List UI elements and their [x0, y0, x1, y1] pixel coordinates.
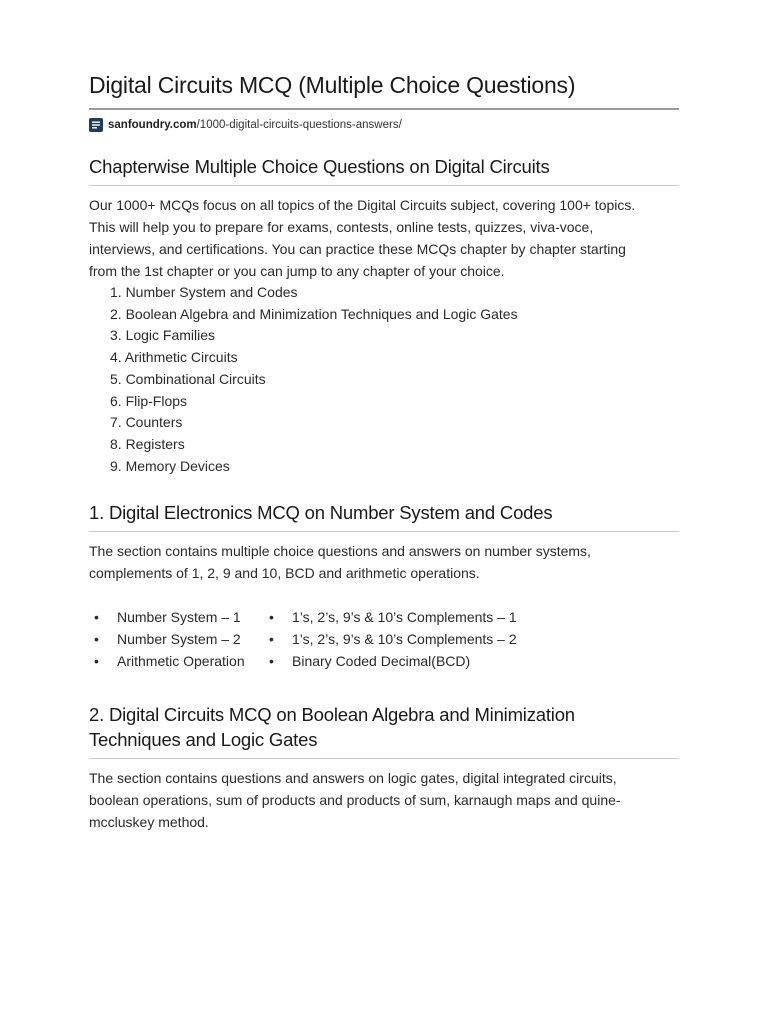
bullet-icon: • [269, 609, 274, 626]
intro-line: from the 1st chapter or you can jump to any chapter of your choice. [89, 263, 505, 279]
section1-topic-grid [89, 606, 679, 672]
topic-item[interactable] [264, 628, 517, 650]
section2-line: mccluskey method. [89, 814, 209, 831]
section1-paragraph [89, 540, 679, 584]
bullet-icon: • [269, 631, 274, 648]
title-divider [89, 108, 679, 110]
document-title: Digital Circuits MCQ (Multiple Choice Questions) [89, 72, 576, 98]
sanfoundry-logo-icon [89, 118, 103, 132]
chapter-link[interactable]: 9. Memory Devices [110, 457, 230, 474]
topic-item[interactable] [264, 650, 517, 672]
section1-divider [89, 531, 679, 532]
section2-paragraph [89, 767, 679, 833]
chapter-link[interactable]: 1. Number System and Codes [110, 284, 298, 300]
section2-heading [89, 702, 679, 752]
intro-divider [89, 185, 679, 186]
topic-column-right [264, 606, 517, 672]
section1-heading: 1. Digital Electronics MCQ on Number System and Codes [89, 502, 553, 524]
topic-link[interactable]: Binary Coded Decimal(BCD) [292, 653, 471, 670]
chapter-link[interactable]: 8. Registers [110, 435, 185, 452]
chapter-link[interactable]: 7. Counters [110, 414, 183, 431]
intro-line: interviews, and certifications. You can practice these MCQs chapter by chapter starting [89, 241, 626, 257]
section2-line: boolean operations, sum of products and products of sum, karnaugh maps and quine- [89, 792, 621, 809]
section2-heading-line: Techniques and Logic Gates [89, 729, 318, 751]
section2-line: The section contains questions and answers on logic gates, digital integrated circuits, [89, 770, 617, 787]
topic-link[interactable]: Arithmetic Operation [117, 653, 245, 670]
chapter-link[interactable]: 4. Arithmetic Circuits [110, 349, 238, 366]
source-domain[interactable]: sanfoundry.com [108, 119, 197, 131]
intro-heading: Chapterwise Multiple Choice Questions on Digital Circuits [89, 156, 550, 177]
intro-line: Our 1000+ MCQs focus on all topics of the Digital Circuits subject, covering 100+ topics. [89, 197, 636, 213]
bullet-icon: • [269, 653, 274, 670]
bullet-icon: • [94, 609, 99, 626]
chapter-link[interactable]: 5. Combinational Circuits [110, 370, 266, 387]
topic-link[interactable]: 1’s, 2’s, 9’s & 10’s Complements – 1 [292, 609, 517, 626]
topic-column-left [89, 606, 264, 672]
topic-item[interactable] [89, 650, 264, 672]
source-path[interactable]: /1000-digital-circuits-questions-answers/ [196, 119, 402, 131]
topic-item[interactable] [264, 606, 517, 628]
chapter-list [89, 282, 679, 477]
topic-link[interactable]: 1’s, 2’s, 9’s & 10’s Complements – 2 [292, 631, 517, 648]
topic-item[interactable] [89, 606, 264, 628]
chapter-link[interactable]: 6. Flip-Flops [110, 392, 188, 409]
intro-paragraph [89, 194, 679, 282]
section1-line: The section contains multiple choice questions and answers on number systems, [89, 543, 591, 560]
bullet-icon: • [94, 631, 99, 648]
chapter-link[interactable]: 3. Logic Families [110, 327, 216, 344]
topic-link[interactable]: Number System – 1 [117, 609, 241, 626]
intro-line: This will help you to prepare for exams, contests, online tests, quizzes, viva-voce, [89, 219, 594, 235]
chapter-link[interactable]: 2. Boolean Algebra and Minimization Techniques and Logic Gates [110, 305, 518, 322]
topic-item[interactable] [89, 628, 264, 650]
section2-heading-line: 2. Digital Circuits MCQ on Boolean Algebra and Minimization [89, 704, 575, 726]
bullet-icon: • [94, 653, 99, 670]
section2-divider [89, 758, 679, 759]
section1-line: complements of 1, 2, 9 and 10, BCD and arithmetic operations. [89, 565, 480, 582]
source-link[interactable] [89, 116, 679, 134]
topic-link[interactable]: Number System – 2 [117, 631, 241, 648]
